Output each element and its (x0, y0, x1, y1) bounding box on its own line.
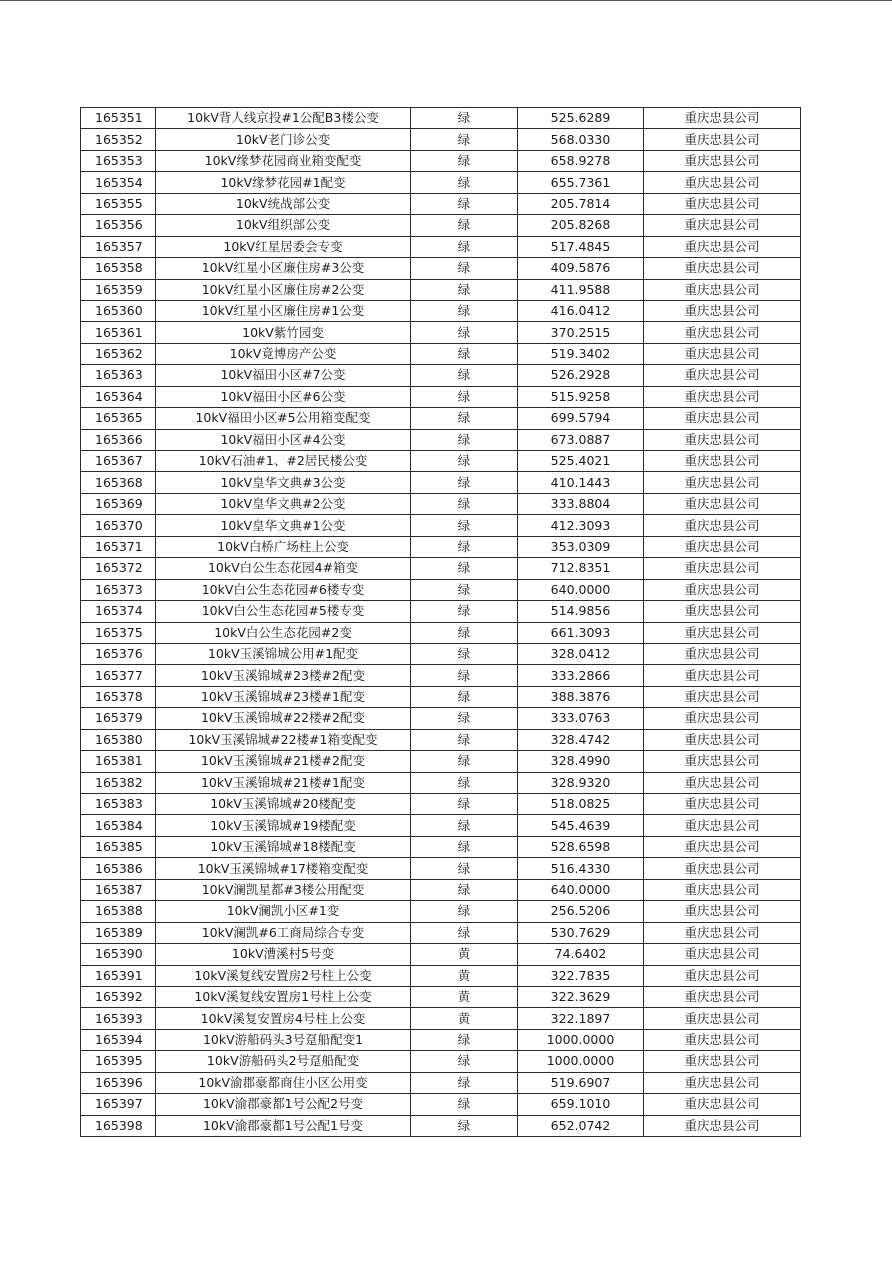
cell-id: 165388 (81, 901, 156, 922)
cell-company: 重庆忠县公司 (644, 215, 801, 236)
cell-value: 640.0000 (518, 579, 644, 600)
cell-status: 绿 (411, 451, 518, 472)
cell-status: 绿 (411, 643, 518, 664)
cell-id: 165362 (81, 343, 156, 364)
cell-name: 10kV游船码头3号趸船配变1 (156, 1029, 411, 1050)
cell-status: 绿 (411, 879, 518, 900)
cell-value: 333.0763 (518, 708, 644, 729)
cell-id: 165371 (81, 536, 156, 557)
cell-value: 388.3876 (518, 686, 644, 707)
cell-id: 165390 (81, 944, 156, 965)
cell-company: 重庆忠县公司 (644, 279, 801, 300)
cell-status: 绿 (411, 601, 518, 622)
table-row (81, 815, 801, 836)
cell-company: 重庆忠县公司 (644, 429, 801, 450)
cell-status: 绿 (411, 258, 518, 279)
cell-id: 165379 (81, 708, 156, 729)
cell-company: 重庆忠县公司 (644, 108, 801, 129)
cell-id: 165356 (81, 215, 156, 236)
table-row (81, 944, 801, 965)
table-row (81, 515, 801, 536)
cell-id: 165365 (81, 408, 156, 429)
cell-status: 绿 (411, 300, 518, 321)
table-row (81, 1072, 801, 1093)
cell-company: 重庆忠县公司 (644, 708, 801, 729)
cell-status: 黄 (411, 1008, 518, 1029)
cell-company: 重庆忠县公司 (644, 858, 801, 879)
cell-value: 519.3402 (518, 343, 644, 364)
cell-value: 353.0309 (518, 536, 644, 557)
cell-value: 673.0887 (518, 429, 644, 450)
cell-company: 重庆忠县公司 (644, 258, 801, 279)
cell-company: 重庆忠县公司 (644, 408, 801, 429)
cell-company: 重庆忠县公司 (644, 922, 801, 943)
cell-status: 绿 (411, 493, 518, 514)
cell-company: 重庆忠县公司 (644, 1115, 801, 1136)
cell-status: 绿 (411, 386, 518, 407)
table-body (81, 108, 801, 1137)
cell-name: 10kV玉溪锦城#21楼#1配变 (156, 772, 411, 793)
cell-value: 322.7835 (518, 965, 644, 986)
cell-status: 绿 (411, 108, 518, 129)
cell-name: 10kV玉溪锦城#17楼箱变配变 (156, 858, 411, 879)
cell-value: 74.6402 (518, 944, 644, 965)
cell-status: 绿 (411, 1115, 518, 1136)
cell-name: 10kV玉溪锦城#22楼#2配变 (156, 708, 411, 729)
cell-id: 165389 (81, 922, 156, 943)
cell-value: 322.1897 (518, 1008, 644, 1029)
cell-name: 10kV背人线京投#1公配B3楼公变 (156, 108, 411, 129)
cell-name: 10kV玉溪锦城#22楼#1箱变配变 (156, 729, 411, 750)
cell-status: 绿 (411, 686, 518, 707)
cell-name: 10kV澜凯小区#1变 (156, 901, 411, 922)
cell-name: 10kV福田小区#7公变 (156, 365, 411, 386)
table-row (81, 579, 801, 600)
cell-status: 绿 (411, 236, 518, 257)
cell-name: 10kV漕溪村5号变 (156, 944, 411, 965)
cell-id: 165384 (81, 815, 156, 836)
cell-value: 370.2515 (518, 322, 644, 343)
cell-company: 重庆忠县公司 (644, 815, 801, 836)
cell-status: 绿 (411, 279, 518, 300)
table-row (81, 472, 801, 493)
table-row (81, 215, 801, 236)
table-row (81, 322, 801, 343)
table-row (81, 836, 801, 857)
cell-id: 165359 (81, 279, 156, 300)
cell-value: 205.7814 (518, 193, 644, 214)
cell-id: 165355 (81, 193, 156, 214)
cell-name: 10kV玉溪锦城#23楼#2配变 (156, 665, 411, 686)
cell-name: 10kV统战部公变 (156, 193, 411, 214)
table-row (81, 751, 801, 772)
cell-value: 516.4330 (518, 858, 644, 879)
cell-id: 165380 (81, 729, 156, 750)
cell-company: 重庆忠县公司 (644, 879, 801, 900)
cell-company: 重庆忠县公司 (644, 322, 801, 343)
cell-company: 重庆忠县公司 (644, 944, 801, 965)
cell-status: 绿 (411, 901, 518, 922)
cell-name: 10kV渝郡豪都1号公配2号变 (156, 1094, 411, 1115)
table-row (81, 343, 801, 364)
cell-name: 10kV老门诊公变 (156, 129, 411, 150)
cell-value: 333.2866 (518, 665, 644, 686)
cell-value: 530.7629 (518, 922, 644, 943)
cell-value: 1000.0000 (518, 1029, 644, 1050)
cell-value: 640.0000 (518, 879, 644, 900)
cell-company: 重庆忠县公司 (644, 536, 801, 557)
cell-value: 412.3093 (518, 515, 644, 536)
table-row (81, 236, 801, 257)
table-row (81, 901, 801, 922)
cell-name: 10kV竟博房产公变 (156, 343, 411, 364)
cell-name: 10kV组织部公变 (156, 215, 411, 236)
table-row (81, 708, 801, 729)
cell-id: 165358 (81, 258, 156, 279)
cell-id: 165375 (81, 622, 156, 643)
cell-value: 328.9320 (518, 772, 644, 793)
cell-value: 205.8268 (518, 215, 644, 236)
cell-status: 绿 (411, 922, 518, 943)
cell-id: 165395 (81, 1051, 156, 1072)
cell-company: 重庆忠县公司 (644, 665, 801, 686)
cell-status: 绿 (411, 815, 518, 836)
table-row (81, 193, 801, 214)
cell-id: 165386 (81, 858, 156, 879)
cell-status: 绿 (411, 794, 518, 815)
cell-company: 重庆忠县公司 (644, 1029, 801, 1050)
table-row (81, 665, 801, 686)
table-row (81, 622, 801, 643)
cell-id: 165383 (81, 794, 156, 815)
table-row (81, 643, 801, 664)
cell-company: 重庆忠县公司 (644, 343, 801, 364)
table-row (81, 1094, 801, 1115)
cell-name: 10kV红星小区廉住房#2公变 (156, 279, 411, 300)
cell-company: 重庆忠县公司 (644, 150, 801, 171)
cell-company: 重庆忠县公司 (644, 965, 801, 986)
cell-id: 165361 (81, 322, 156, 343)
table-row (81, 1008, 801, 1029)
cell-status: 黄 (411, 965, 518, 986)
cell-company: 重庆忠县公司 (644, 794, 801, 815)
cell-name: 10kV白公生态花园#6楼专变 (156, 579, 411, 600)
table-row (81, 794, 801, 815)
cell-id: 165397 (81, 1094, 156, 1115)
cell-company: 重庆忠县公司 (644, 579, 801, 600)
cell-id: 165396 (81, 1072, 156, 1093)
cell-name: 10kV缘梦花园商业箱变配变 (156, 150, 411, 171)
table-row (81, 386, 801, 407)
cell-company: 重庆忠县公司 (644, 1008, 801, 1029)
cell-status: 绿 (411, 665, 518, 686)
cell-id: 165360 (81, 300, 156, 321)
cell-company: 重庆忠县公司 (644, 901, 801, 922)
cell-id: 165353 (81, 150, 156, 171)
cell-status: 绿 (411, 1029, 518, 1050)
cell-status: 黄 (411, 944, 518, 965)
table-row (81, 686, 801, 707)
cell-status: 绿 (411, 1094, 518, 1115)
table-row (81, 858, 801, 879)
cell-id: 165391 (81, 965, 156, 986)
cell-status: 绿 (411, 1072, 518, 1093)
cell-name: 10kV溪复安置房4号柱上公变 (156, 1008, 411, 1029)
cell-id: 165372 (81, 558, 156, 579)
cell-id: 165398 (81, 1115, 156, 1136)
table-row (81, 108, 801, 129)
cell-id: 165369 (81, 493, 156, 514)
cell-company: 重庆忠县公司 (644, 129, 801, 150)
cell-name: 10kV渝郡豪都商住小区公用变 (156, 1072, 411, 1093)
cell-value: 525.6289 (518, 108, 644, 129)
cell-id: 165377 (81, 665, 156, 686)
cell-status: 绿 (411, 429, 518, 450)
cell-name: 10kV渝郡豪都1号公配1号变 (156, 1115, 411, 1136)
cell-status: 绿 (411, 193, 518, 214)
cell-name: 10kV溪复线安置房2号柱上公变 (156, 965, 411, 986)
table-row (81, 451, 801, 472)
cell-company: 重庆忠县公司 (644, 515, 801, 536)
cell-company: 重庆忠县公司 (644, 1051, 801, 1072)
cell-company: 重庆忠县公司 (644, 601, 801, 622)
cell-id: 165357 (81, 236, 156, 257)
cell-status: 绿 (411, 536, 518, 557)
cell-value: 661.3093 (518, 622, 644, 643)
cell-id: 165381 (81, 751, 156, 772)
table-row (81, 1115, 801, 1136)
cell-name: 10kV玉溪锦城公用#1配变 (156, 643, 411, 664)
cell-company: 重庆忠县公司 (644, 986, 801, 1007)
cell-company: 重庆忠县公司 (644, 751, 801, 772)
cell-value: 328.4990 (518, 751, 644, 772)
cell-name: 10kV玉溪锦城#19楼配变 (156, 815, 411, 836)
cell-company: 重庆忠县公司 (644, 558, 801, 579)
table-row (81, 300, 801, 321)
cell-name: 10kV白桥广场柱上公变 (156, 536, 411, 557)
cell-value: 333.8804 (518, 493, 644, 514)
cell-value: 526.2928 (518, 365, 644, 386)
cell-company: 重庆忠县公司 (644, 1094, 801, 1115)
cell-value: 659.1010 (518, 1094, 644, 1115)
cell-id: 165370 (81, 515, 156, 536)
cell-company: 重庆忠县公司 (644, 772, 801, 793)
cell-value: 409.5876 (518, 258, 644, 279)
cell-id: 165387 (81, 879, 156, 900)
cell-name: 10kV缘梦花园#1配变 (156, 172, 411, 193)
cell-value: 1000.0000 (518, 1051, 644, 1072)
cell-value: 410.1443 (518, 472, 644, 493)
cell-status: 绿 (411, 558, 518, 579)
cell-status: 绿 (411, 172, 518, 193)
cell-value: 515.9258 (518, 386, 644, 407)
cell-company: 重庆忠县公司 (644, 729, 801, 750)
cell-name: 10kV玉溪锦城#23楼#1配变 (156, 686, 411, 707)
cell-id: 165378 (81, 686, 156, 707)
table-row (81, 1029, 801, 1050)
cell-value: 699.5794 (518, 408, 644, 429)
cell-id: 165364 (81, 386, 156, 407)
table-row (81, 986, 801, 1007)
cell-name: 10kV紫竹园变 (156, 322, 411, 343)
cell-name: 10kV溪复线安置房1号柱上公变 (156, 986, 411, 1007)
cell-status: 绿 (411, 579, 518, 600)
cell-company: 重庆忠县公司 (644, 1072, 801, 1093)
cell-status: 绿 (411, 215, 518, 236)
cell-company: 重庆忠县公司 (644, 836, 801, 857)
cell-id: 165352 (81, 129, 156, 150)
cell-value: 658.9278 (518, 150, 644, 171)
transformer-table (80, 107, 801, 1137)
table-row (81, 429, 801, 450)
table-row (81, 279, 801, 300)
cell-name: 10kV福田小区#5公用箱变配变 (156, 408, 411, 429)
cell-value: 256.5206 (518, 901, 644, 922)
table-row (81, 965, 801, 986)
cell-name: 10kV福田小区#4公变 (156, 429, 411, 450)
cell-company: 重庆忠县公司 (644, 622, 801, 643)
cell-name: 10kV澜凯#6工商局综合专变 (156, 922, 411, 943)
cell-value: 519.6907 (518, 1072, 644, 1093)
cell-name: 10kV红星小区廉住房#1公变 (156, 300, 411, 321)
cell-value: 568.0330 (518, 129, 644, 150)
table-row (81, 493, 801, 514)
cell-status: 绿 (411, 408, 518, 429)
cell-status: 绿 (411, 515, 518, 536)
cell-name: 10kV石油#1、#2居民楼公变 (156, 451, 411, 472)
cell-id: 165382 (81, 772, 156, 793)
cell-value: 514.9856 (518, 601, 644, 622)
cell-name: 10kV澜凯星都#3楼公用配变 (156, 879, 411, 900)
cell-status: 绿 (411, 729, 518, 750)
table-row (81, 536, 801, 557)
table-row (81, 729, 801, 750)
cell-status: 绿 (411, 150, 518, 171)
cell-company: 重庆忠县公司 (644, 686, 801, 707)
cell-status: 黄 (411, 986, 518, 1007)
table-row (81, 365, 801, 386)
cell-company: 重庆忠县公司 (644, 472, 801, 493)
cell-value: 416.0412 (518, 300, 644, 321)
cell-name: 10kV白公生态花园4#箱变 (156, 558, 411, 579)
cell-name: 10kV皇华文典#2公变 (156, 493, 411, 514)
cell-id: 165366 (81, 429, 156, 450)
page-top-rule (0, 0, 892, 1)
table-row (81, 772, 801, 793)
cell-status: 绿 (411, 708, 518, 729)
cell-company: 重庆忠县公司 (644, 236, 801, 257)
cell-id: 165367 (81, 451, 156, 472)
cell-status: 绿 (411, 365, 518, 386)
cell-value: 528.6598 (518, 836, 644, 857)
cell-company: 重庆忠县公司 (644, 172, 801, 193)
cell-id: 165363 (81, 365, 156, 386)
cell-company: 重庆忠县公司 (644, 300, 801, 321)
table-row (81, 258, 801, 279)
cell-company: 重庆忠县公司 (644, 365, 801, 386)
cell-status: 绿 (411, 751, 518, 772)
cell-status: 绿 (411, 772, 518, 793)
cell-name: 10kV白公生态花园#5楼专变 (156, 601, 411, 622)
table-row (81, 1051, 801, 1072)
cell-status: 绿 (411, 322, 518, 343)
cell-company: 重庆忠县公司 (644, 193, 801, 214)
cell-id: 165394 (81, 1029, 156, 1050)
cell-name: 10kV白公生态花园#2变 (156, 622, 411, 643)
cell-value: 518.0825 (518, 794, 644, 815)
cell-company: 重庆忠县公司 (644, 643, 801, 664)
cell-status: 绿 (411, 343, 518, 364)
cell-name: 10kV皇华文典#1公变 (156, 515, 411, 536)
cell-value: 328.0412 (518, 643, 644, 664)
cell-id: 165354 (81, 172, 156, 193)
cell-value: 545.4639 (518, 815, 644, 836)
cell-id: 165373 (81, 579, 156, 600)
cell-name: 10kV玉溪锦城#20楼配变 (156, 794, 411, 815)
cell-name: 10kV皇华文典#3公变 (156, 472, 411, 493)
table-row (81, 922, 801, 943)
cell-status: 绿 (411, 836, 518, 857)
cell-value: 655.7361 (518, 172, 644, 193)
cell-value: 322.3629 (518, 986, 644, 1007)
table-row (81, 172, 801, 193)
cell-company: 重庆忠县公司 (644, 386, 801, 407)
table-row (81, 558, 801, 579)
cell-status: 绿 (411, 1051, 518, 1072)
cell-status: 绿 (411, 472, 518, 493)
table-row (81, 150, 801, 171)
cell-id: 165351 (81, 108, 156, 129)
cell-id: 165368 (81, 472, 156, 493)
cell-name: 10kV福田小区#6公变 (156, 386, 411, 407)
cell-id: 165392 (81, 986, 156, 1007)
cell-name: 10kV红星居委会专变 (156, 236, 411, 257)
cell-value: 411.9588 (518, 279, 644, 300)
cell-value: 652.0742 (518, 1115, 644, 1136)
cell-name: 10kV玉溪锦城#18楼配变 (156, 836, 411, 857)
cell-value: 712.8351 (518, 558, 644, 579)
cell-status: 绿 (411, 858, 518, 879)
cell-id: 165393 (81, 1008, 156, 1029)
cell-value: 517.4845 (518, 236, 644, 257)
cell-name: 10kV玉溪锦城#21楼#2配变 (156, 751, 411, 772)
cell-company: 重庆忠县公司 (644, 451, 801, 472)
cell-id: 165374 (81, 601, 156, 622)
table-row (81, 879, 801, 900)
cell-id: 165385 (81, 836, 156, 857)
cell-id: 165376 (81, 643, 156, 664)
cell-name: 10kV游船码头2号趸船配变 (156, 1051, 411, 1072)
table-row (81, 129, 801, 150)
table-row (81, 601, 801, 622)
cell-value: 525.4021 (518, 451, 644, 472)
cell-company: 重庆忠县公司 (644, 493, 801, 514)
cell-status: 绿 (411, 622, 518, 643)
cell-value: 328.4742 (518, 729, 644, 750)
cell-status: 绿 (411, 129, 518, 150)
table-row (81, 408, 801, 429)
cell-name: 10kV红星小区廉住房#3公变 (156, 258, 411, 279)
